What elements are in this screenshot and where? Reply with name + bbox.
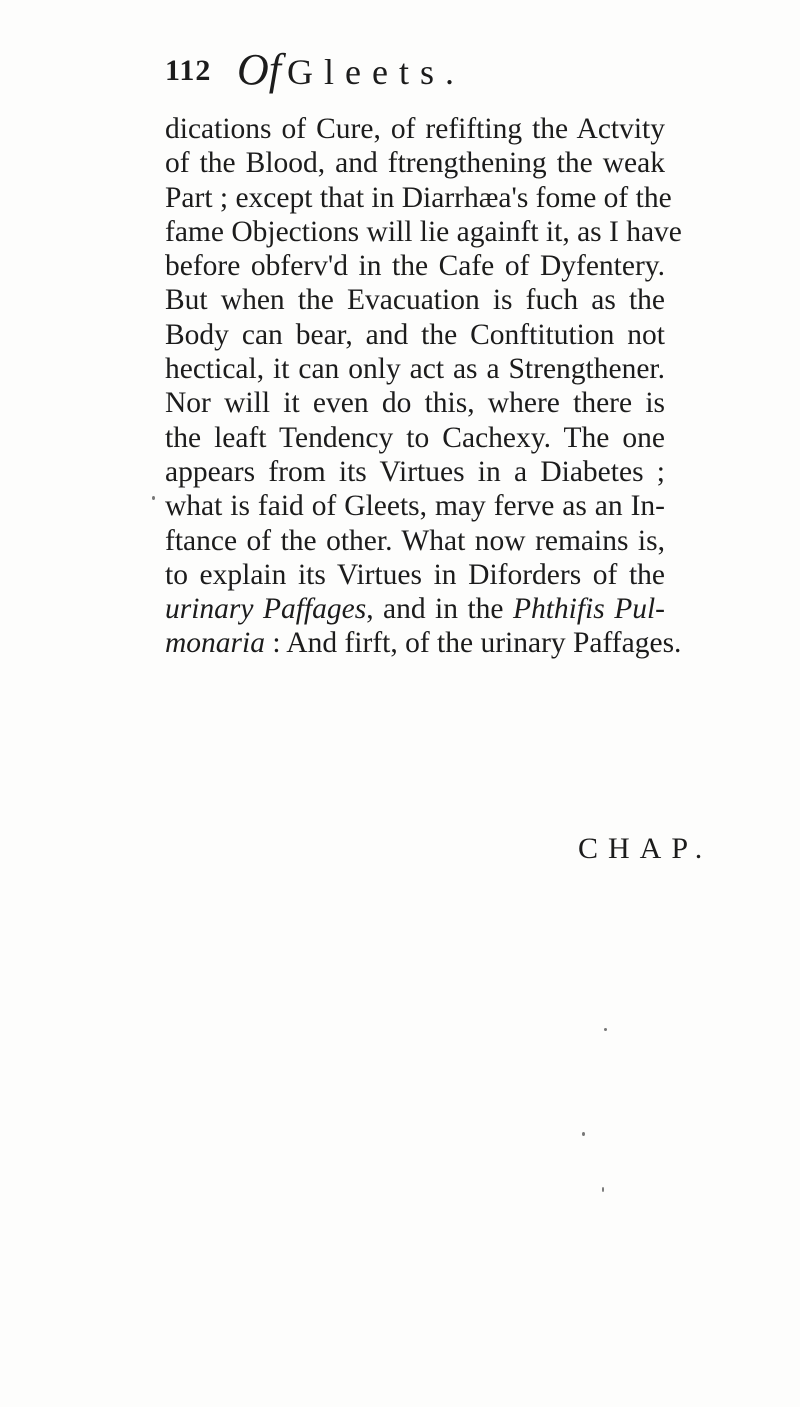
catchword: CHAP. <box>578 832 713 865</box>
text-line: appears from its Virtues in a Diabetes ; <box>165 455 665 488</box>
paper-speck <box>604 1028 607 1031</box>
running-head <box>237 44 465 95</box>
page-number: 112 <box>165 54 212 87</box>
paper-speck <box>152 496 155 500</box>
text-line: the leaft Tendency to Cachexy. The one <box>165 421 665 454</box>
text-line: Body can bear, and the Conftitution not <box>165 318 665 351</box>
text-line: ftance of the other. What now remains is, <box>165 524 665 557</box>
text-line: hectical, it can only act as a Strengthener. <box>165 353 665 386</box>
paper-speck <box>602 1187 604 1192</box>
text-line-mixed <box>165 592 665 626</box>
running-head-of: Of <box>237 45 281 94</box>
body-text <box>165 112 682 661</box>
italic-phrase: urinary Paffages <box>165 593 367 626</box>
text-line: to explain its Virtues in Diforders of the <box>165 558 665 591</box>
page-header <box>165 42 645 102</box>
text-line: Nor will it even do this, where there is <box>165 387 665 420</box>
text-line: Part ; except that in Diarrhæa's fome of the <box>165 181 672 214</box>
text-line: of the Blood, and ftrengthening the weak <box>165 147 665 180</box>
text-line: dications of Cure, of refifting the Actvity <box>165 113 665 145</box>
text-line: before obferv'd in the Cafe of Dyfentery. <box>165 250 665 283</box>
paper-speck <box>582 1132 585 1136</box>
text-line: what is faid of Gleets, may ferve as an In- <box>165 490 665 523</box>
plain-phrase: : And firft, of the urinary Paffages. <box>264 627 682 660</box>
text-line-mixed <box>165 626 682 660</box>
running-head-title: Gleets. <box>287 52 465 92</box>
plain-phrase: , and in the <box>366 593 513 626</box>
italic-phrase: monaria <box>165 627 265 660</box>
text-line: fame Objections will lie againft it, as I have <box>165 215 682 248</box>
text-line: But when the Evacuation is fuch as the <box>165 284 665 317</box>
italic-phrase: Phthifis Pul- <box>512 593 665 626</box>
